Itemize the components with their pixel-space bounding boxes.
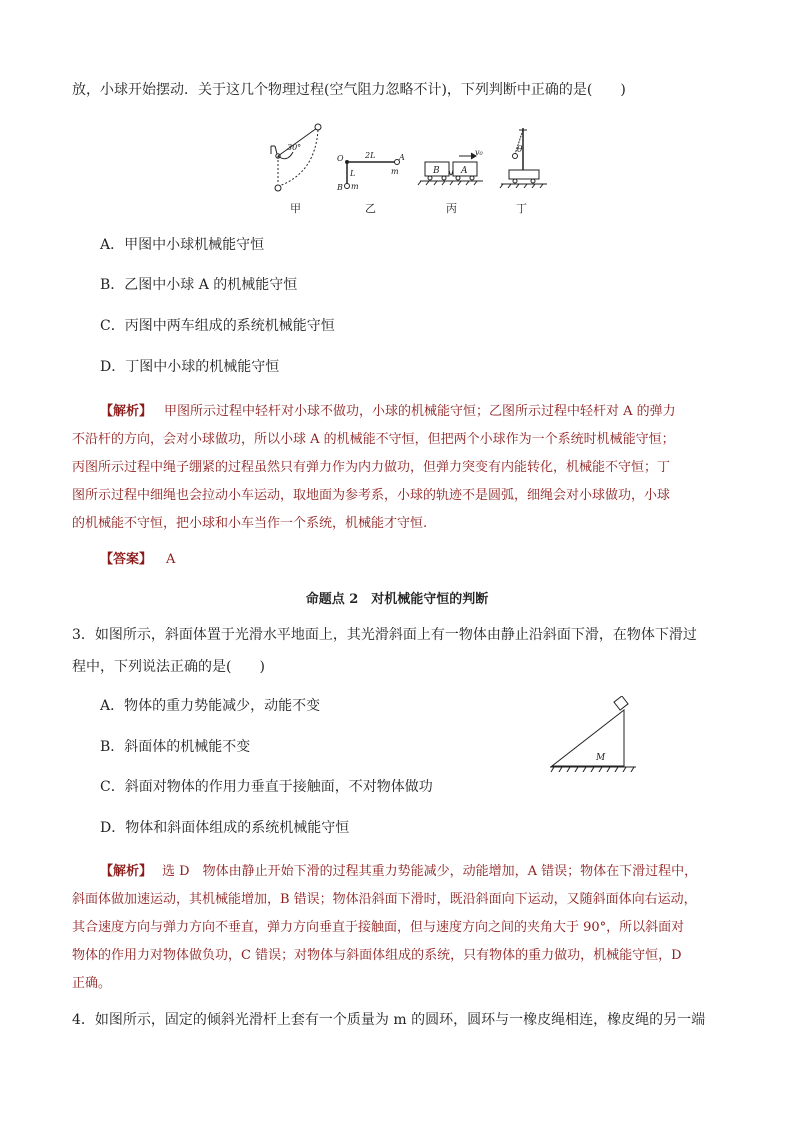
- q2-analysis-line-2: 不沿杆的方向，会对小球做功，所以小球 A 的机械能不守恒，但把两个小球作为一个系统时机械能守恒；: [72, 432, 675, 447]
- q4-stem-line-1: 4．如图所示，固定的倾斜光滑杆上套有一个质量为 m 的圆环，圆环与一橡皮绳相连，橡皮绳的另一端: [72, 1012, 706, 1028]
- q2-answer-value: A: [166, 552, 176, 567]
- q2-analysis-tag: 【解析】: [100, 404, 153, 419]
- q3-option-b: B．斜面体的机械能不变: [100, 739, 251, 755]
- q3-stem-line-2: 程中，下列说法正确的是( ): [72, 659, 265, 675]
- diagram-ding: [500, 128, 547, 188]
- q2-answer: [100, 548, 175, 567]
- caption-jia: 甲: [290, 202, 301, 215]
- q3-analysis-line-4: 物体的作用力对物体做负功，C 错误；对物体与斜面体组成的系统，只有物体的重力做功，机械能守恒，D: [72, 948, 682, 963]
- q3-analysis-line-3: 其合速度方向与弹力方向不垂直，弹力方向垂直于接触面，但与速度方向之间的夹角大于 90°，所以斜面对: [72, 920, 685, 935]
- q2-analysis-line-1: 甲图所示过程中轻杆对小球不做功，小球的机械能守恒；乙图所示过程中轻杆对 A 的弹力: [164, 404, 676, 419]
- caption-yi: 乙: [365, 202, 376, 215]
- caption-ding: 丁: [516, 202, 527, 215]
- diagram-jia: [271, 124, 321, 191]
- caption-bing: 丙: [446, 202, 457, 215]
- section-title: 命题点 2 对机械能守恒的判断: [305, 592, 489, 607]
- label-m-A: m: [391, 167, 399, 176]
- q3-analysis: [72, 858, 732, 998]
- question-intro: 放，小球开始摆动．关于这几个物理过程(空气阻力忽略不计)，下列判断中正确的是( ): [72, 82, 626, 98]
- q3-option-d: D．物体和斜面体组成的系统机械能守恒: [100, 820, 350, 836]
- q2-option-c: C．丙图中两车组成的系统机械能守恒: [100, 318, 335, 334]
- q3-analysis-line-1: 选 D 物体由静止开始下滑的过程其重力势能减少，动能增加，A 错误；物体在下滑过程中，: [162, 864, 698, 879]
- label-B: B: [337, 183, 343, 192]
- label-O: O: [337, 154, 344, 163]
- q2-analysis: [72, 398, 732, 538]
- q2-option-d: D．丁图中小球的机械能守恒: [100, 359, 280, 375]
- label-v0: v₀: [475, 148, 483, 157]
- q3-analysis-line-5: 正确。: [72, 976, 112, 991]
- q3-option-a: A．物体的重力势能减少，动能不变: [100, 698, 321, 714]
- q2-option-a: A．甲图中小球机械能守恒: [100, 237, 265, 253]
- q2-analysis-line-5: 的机械能不守恒，把小球和小车当作一个系统，机械能才守恒.: [72, 516, 428, 531]
- q3-analysis-tag: 【解析】: [100, 864, 153, 879]
- label-2L: 2L: [365, 151, 376, 160]
- label-theta: θ: [517, 145, 523, 155]
- label-A-cart: A: [461, 166, 468, 176]
- angle-label: 30°: [287, 143, 302, 152]
- figure-incline: [548, 696, 638, 776]
- q3-option-c: C．斜面对物体的作用力垂直于接触面，不对物体做功: [100, 779, 433, 795]
- label-L: L: [350, 169, 356, 178]
- label-A: A: [399, 153, 405, 162]
- q2-option-b: B．乙图中小球 A 的机械能守恒: [100, 277, 298, 293]
- q2-answer-tag: 【答案】: [100, 552, 153, 567]
- diagram-bing: [418, 153, 483, 185]
- q2-analysis-line-3: 丙图所示过程中绳子绷紧的过程虽然只有弹力作为内力做功，但弹力突变有内能转化，机械能不守恒；丁: [72, 460, 671, 475]
- q2-analysis-line-4: 图所示过程中细绳也会拉动小车运动，取地面为参考系，小球的轨迹不是圆弧，细绳会对小球做功，小球: [72, 488, 671, 503]
- q3-stem-line-1: 3．如图所示，斜面体置于光滑水平地面上，其光滑斜面上有一物体由静止沿斜面下滑，在物体下滑过: [72, 627, 697, 643]
- incline-label-M: M: [596, 753, 606, 763]
- label-B-cart: B: [433, 166, 440, 176]
- figure-four-processes: [265, 118, 555, 218]
- label-m-B: m: [351, 182, 359, 191]
- q3-analysis-line-2: 斜面体做加速运动，其机械能增加，B 错误；物体沿斜面下滑时，既沿斜面向下运动，又随斜面体向右运动，: [72, 892, 697, 907]
